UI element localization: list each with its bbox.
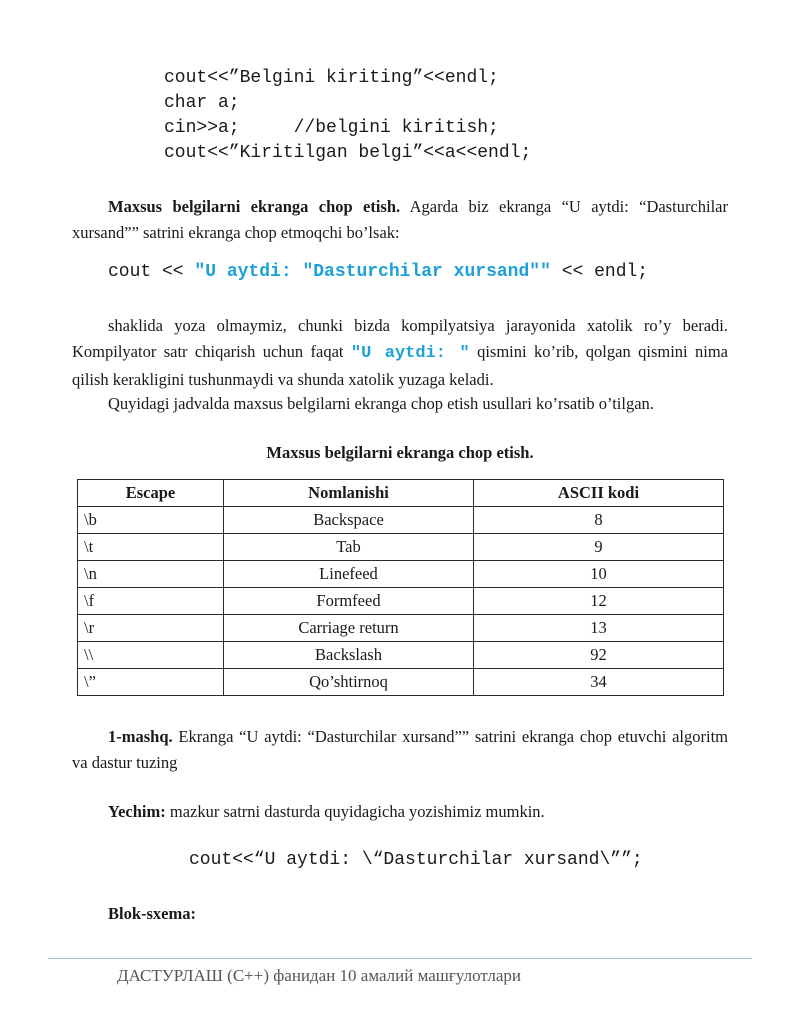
table-title: Maxsus belgilarni ekranga chop etish. xyxy=(266,443,534,462)
solution-label: Yechim: xyxy=(108,802,166,821)
table-cell: \r xyxy=(78,615,224,642)
table-row xyxy=(78,507,724,534)
table-cell: 9 xyxy=(474,534,724,561)
code-line: cout<<”Belgini kiriting”<<endl; xyxy=(164,68,499,88)
code-line: cin>>a; //belgini kiritish; xyxy=(164,118,499,138)
table-row xyxy=(78,615,724,642)
paragraph-special-chars xyxy=(72,194,728,246)
table-cell: \n xyxy=(78,561,224,588)
paragraph-solution xyxy=(72,799,728,825)
table-cell: 34 xyxy=(474,669,724,696)
paragraph-exercise xyxy=(72,724,728,776)
table-cell: Tab xyxy=(224,534,474,561)
code-line: cout<<”Kiritilgan belgi”<<a<<endl; xyxy=(164,143,532,163)
paragraph-error xyxy=(72,313,728,393)
code-example xyxy=(108,262,648,282)
table-cell: 10 xyxy=(474,561,724,588)
table-cell: \\ xyxy=(78,642,224,669)
table-cell: Qo’shtirnoq xyxy=(224,669,474,696)
table-cell: \t xyxy=(78,534,224,561)
footer-rule xyxy=(48,958,752,959)
blok-sxema-label: Blok-sxema: xyxy=(108,904,196,923)
code-solution: cout<<“U aytdi: \“Dasturchilar xursand\””; xyxy=(189,850,643,870)
table-row xyxy=(78,642,724,669)
paragraph-text: shaklida yoza olmaymiz, chunki bizda kompilyatsiya jarayonida xatolik ro’y beradi. Kompilyator satr chiqarish uchun faqat xyxy=(72,316,728,361)
table-cell: Carriage return xyxy=(224,615,474,642)
code-block xyxy=(164,66,531,166)
code-suffix: << endl; xyxy=(550,262,649,282)
table-cell: \f xyxy=(78,588,224,615)
table-cell: 13 xyxy=(474,615,724,642)
paragraph-text: qismini ko’rib, qolgan qismini nima qilish kerakligini tushunmaydi va shunda xatolik yuzaga keladi. xyxy=(72,342,729,389)
paragraph-text: Ekranga “U aytdi: “Dasturchilar xursand”” satrini ekranga chop etuvchi algoritm va dastur tuzing xyxy=(72,727,728,772)
blok-sxema-heading xyxy=(72,901,728,927)
paragraph-table-intro: Quyidagi jadvalda maxsus belgilarni ekranga chop etish usullari ko’rsatib o’tilgan. xyxy=(108,394,654,413)
inline-code: "U aytdi: " xyxy=(350,344,470,363)
table-cell: \” xyxy=(78,669,224,696)
table-cell: Backspace xyxy=(224,507,474,534)
paragraph-text: mazkur satrni dasturda quyidagicha yozishimiz mumkin. xyxy=(165,802,545,821)
column-header-ascii: ASCII kodi xyxy=(474,480,724,507)
table-cell: 8 xyxy=(474,507,724,534)
escape-table xyxy=(77,479,724,696)
code-string: "U aytdi: "Dasturchilar xursand"" xyxy=(194,262,551,282)
table-row xyxy=(78,588,724,615)
table-row xyxy=(78,534,724,561)
table-cell: Backslash xyxy=(224,642,474,669)
exercise-label: 1-mashq. xyxy=(108,727,173,746)
table-cell: 92 xyxy=(474,642,724,669)
table-cell: Linefeed xyxy=(224,561,474,588)
column-header-name: Nomlanishi xyxy=(224,480,474,507)
page-footer: ДАСТУРЛАШ (C++) фанидан 10 амалий машғулотлари xyxy=(117,966,522,985)
paragraph-heading: Maxsus belgilarni ekranga chop etish. xyxy=(108,197,401,216)
table-cell: Formfeed xyxy=(224,588,474,615)
code-prefix: cout << xyxy=(108,262,195,282)
code-line: char a; xyxy=(164,93,240,113)
table-header-row xyxy=(78,480,724,507)
table-row xyxy=(78,561,724,588)
paragraph-text: Agarda biz ekranga “U aytdi: “Dasturchilar xursand”” satrini ekranga chop etmoqchi bo’lsak: xyxy=(72,197,728,242)
table-cell: \b xyxy=(78,507,224,534)
table-row xyxy=(78,669,724,696)
table-cell: 12 xyxy=(474,588,724,615)
column-header-escape: Escape xyxy=(78,480,224,507)
